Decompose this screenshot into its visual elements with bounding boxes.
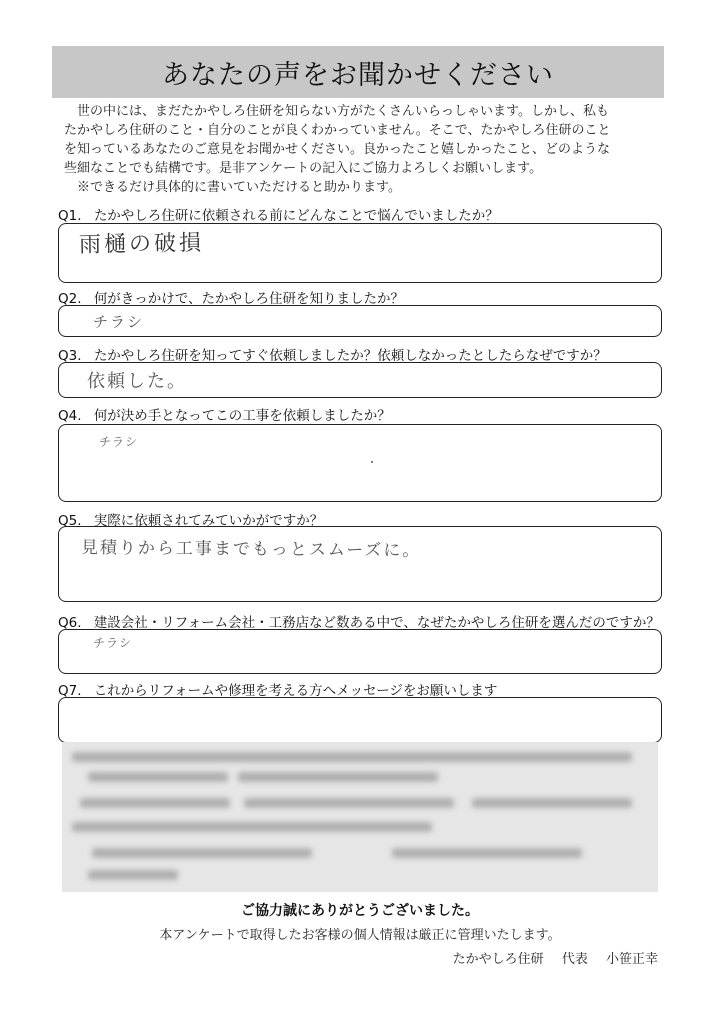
question-3-answer-box[interactable] <box>58 362 662 398</box>
redacted-personal-info <box>62 742 658 892</box>
question-number: Q5. <box>58 513 82 529</box>
title-band <box>52 46 664 98</box>
redacted-line <box>238 772 438 782</box>
redacted-line <box>80 798 230 808</box>
question-number: Q7. <box>58 683 82 699</box>
question-text: たかやしろ住研に依頼される前にどんなことで悩んでいましたか？ <box>93 208 499 224</box>
question-4-label <box>58 404 391 424</box>
representative-name: 小笹正幸 <box>605 952 658 967</box>
question-text: 何がきっかけで、たかやしろ住研を知りましたか？ <box>93 291 405 307</box>
redacted-line <box>472 798 632 808</box>
question-2-answer-box[interactable] <box>58 305 662 337</box>
thanks-message: ご協力誠にありがとうございました。 <box>241 903 479 919</box>
question-4-answer: チラシ <box>99 435 139 449</box>
intro-note: ※できるだけ具体的に書いていただけると助かります。 <box>64 180 401 195</box>
intro-line: を知っているあなたのご意見をお聞かせください。良かったこと嬉しかったこと、どのような <box>64 142 611 157</box>
intro-paragraph <box>64 102 664 197</box>
question-text: 建設会社・リフォーム会社・工務店など数ある中で、なぜたかやしろ住研を選んだのですか？ <box>93 615 660 631</box>
question-2-label <box>58 287 404 307</box>
question-text: たかやしろ住研を知ってすぐ依頼しましたか？依頼しなかったとしたらなぜですか？ <box>93 348 607 364</box>
representative-role: 代表 <box>561 952 588 967</box>
intro-line: たかやしろ住研のこと・自分のことが良くわかっていません。そこで、たかやしろ住研のこと <box>64 123 611 138</box>
company-signature <box>453 948 658 967</box>
question-number: Q6. <box>58 615 82 631</box>
question-1-answer-box[interactable] <box>58 223 662 283</box>
redacted-line <box>92 848 312 858</box>
redacted-line <box>72 822 432 832</box>
question-2-answer: チラシ <box>93 313 145 331</box>
question-3-label <box>58 344 607 364</box>
question-6-answer-box[interactable] <box>58 629 662 674</box>
question-5-answer-box[interactable] <box>58 526 662 602</box>
question-3-answer: 依頼した。 <box>87 371 187 392</box>
question-number: Q3. <box>58 348 82 364</box>
question-number: Q4. <box>58 408 82 424</box>
question-4-answer-box[interactable] <box>58 424 662 502</box>
question-text: これからリフォームや修理を考える方へメッセージをお願いします <box>93 683 498 699</box>
intro-line: 世の中には、まだたかやしろ住研を知らない方がたくさんいらっしゃいます。しかし、私も <box>77 104 609 119</box>
redacted-line <box>88 870 178 880</box>
page-title: あなたの声をお聞かせください <box>162 59 554 91</box>
question-text: 何が決め手となってこの工事を依頼しましたか？ <box>93 408 391 424</box>
intro-line: 些細なことでも結構です。是非アンケートの記入にご協力よろしくお願いします。 <box>64 161 543 176</box>
company-name: たかやしろ住研 <box>452 952 544 967</box>
question-1-label <box>58 204 499 224</box>
question-7-label <box>58 679 497 699</box>
question-number: Q1. <box>58 208 82 224</box>
redacted-line <box>88 772 228 782</box>
question-1-answer: 雨樋の破損 <box>78 230 205 258</box>
question-text: 実際に依頼されてみていかがですか？ <box>93 513 324 529</box>
redacted-line <box>244 798 454 808</box>
privacy-notice: 本アンケートで取得したお客様の個人情報は厳正に管理いたします。 <box>159 928 561 943</box>
redacted-line <box>72 752 632 762</box>
redacted-line <box>392 848 582 858</box>
question-7-answer-box[interactable] <box>58 697 662 743</box>
stray-mark <box>371 461 373 463</box>
question-6-answer: チラシ <box>93 636 133 650</box>
question-5-answer: 見積りから工事までもっとスムーズに。 <box>80 538 422 561</box>
question-number: Q2. <box>58 291 82 307</box>
question-6-label <box>58 611 660 631</box>
